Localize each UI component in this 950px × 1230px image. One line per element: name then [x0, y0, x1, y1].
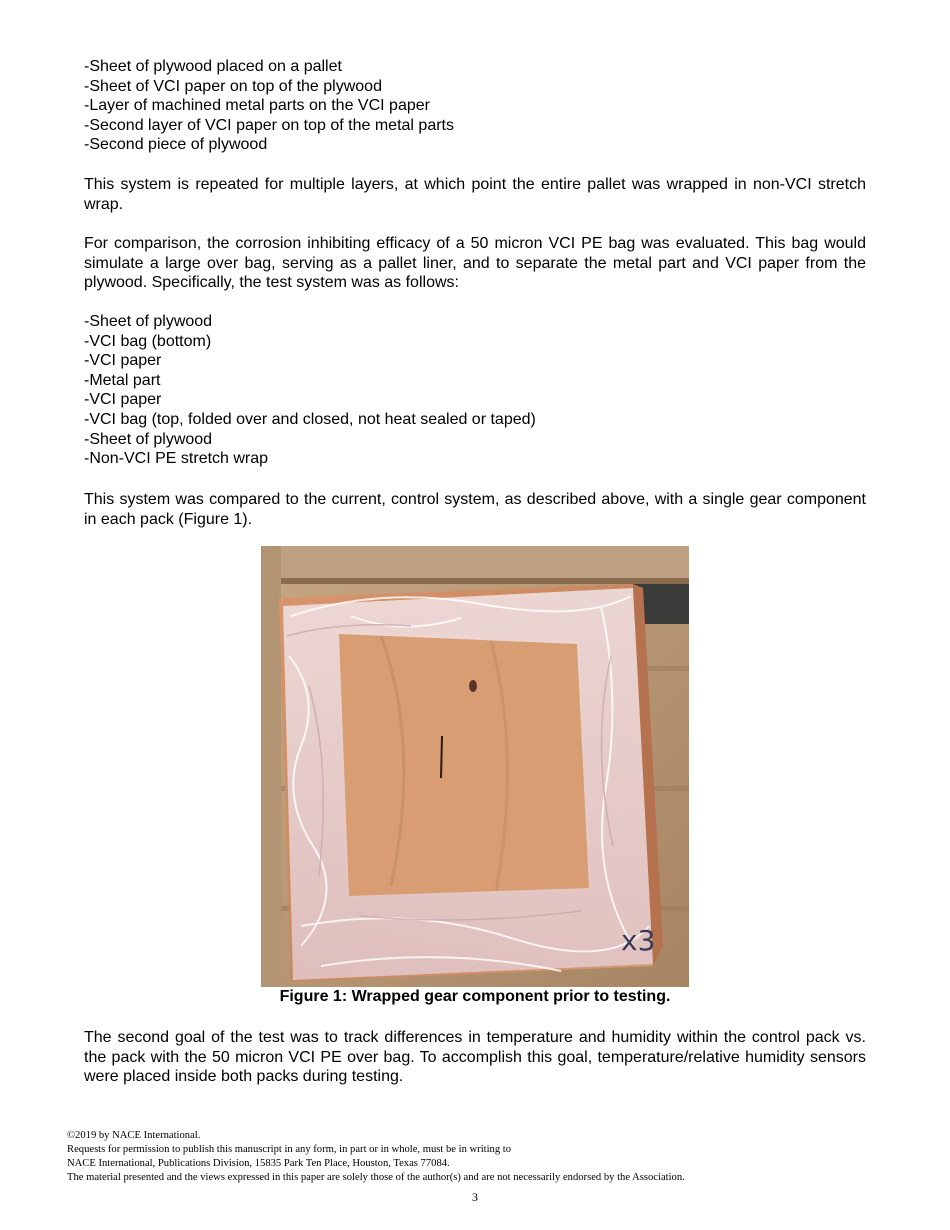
footer-address: NACE International, Publications Division, 15835 Park Ten Place, Houston, Texas 77084. — [67, 1158, 450, 1169]
paragraph-second-goal: The second goal of the test was to track differences in temperature and humidity within the control pack vs. the pack with the 50 micron VCI PE over bag. To accomplish this goal, temperature/relative humidity sensors were placed inside both packs during testing. — [84, 1029, 866, 1086]
list-item: -Second piece of plywood — [84, 136, 268, 154]
paragraph-comparison: For comparison, the corrosion inhibiting efficacy of a 50 micron VCI PE bag was evaluated. This bag would simulate a large over bag, serving as a pallet liner, and to separate the metal part and VCI paper from the plywood. Specifically, the test system was as follows: — [84, 235, 866, 292]
list-item: -VCI bag (top, folded over and closed, not heat sealed or taped) — [84, 410, 536, 428]
paragraph-repeat-layers: This system is repeated for multiple layers, at which point the entire pallet was wrapped in non-VCI stretch wrap. — [84, 176, 866, 213]
page-number: 3 — [472, 1190, 478, 1204]
list-item: -Non-VCI PE stretch wrap — [84, 450, 269, 468]
footer-disclaimer: The material presented and the views expressed in this paper are solely those of the author(s) and are not necessarily endorsed by the Association. — [67, 1172, 685, 1183]
list-item: -Sheet of VCI paper on top of the plywood — [84, 77, 382, 95]
list-item: -Metal part — [84, 371, 161, 389]
list-item: -VCI bag (bottom) — [84, 332, 212, 350]
wrapped-gear-photo — [261, 546, 689, 987]
footer-permission: Requests for permission to publish this manuscript in any form, in part or in whole, must be in writing to — [67, 1144, 512, 1155]
copyright-footer — [67, 1129, 685, 1185]
handwritten-marking: x3 — [621, 924, 656, 957]
test-system-list — [84, 312, 866, 469]
list-item: -Sheet of plywood — [84, 313, 213, 330]
figure-caption: Figure 1: Wrapped gear component prior to testing. — [279, 988, 671, 1005]
list-item: -Sheet of plywood placed on a pallet — [84, 58, 342, 75]
footer-copyright: ©2019 by NACE International. — [67, 1130, 201, 1141]
list-item: -Layer of machined metal parts on the VCI paper — [84, 97, 430, 115]
list-item: -VCI paper — [84, 352, 162, 370]
list-item: -Sheet of plywood — [84, 430, 213, 448]
paragraph-control-comparison: This system was compared to the current, control system, as described above, with a single gear component in each pack (Figure 1). — [84, 491, 866, 528]
list-item: -Second layer of VCI paper on top of the metal parts — [84, 116, 454, 134]
pallet-layer-list — [84, 57, 866, 155]
list-item: -VCI paper — [84, 391, 162, 409]
